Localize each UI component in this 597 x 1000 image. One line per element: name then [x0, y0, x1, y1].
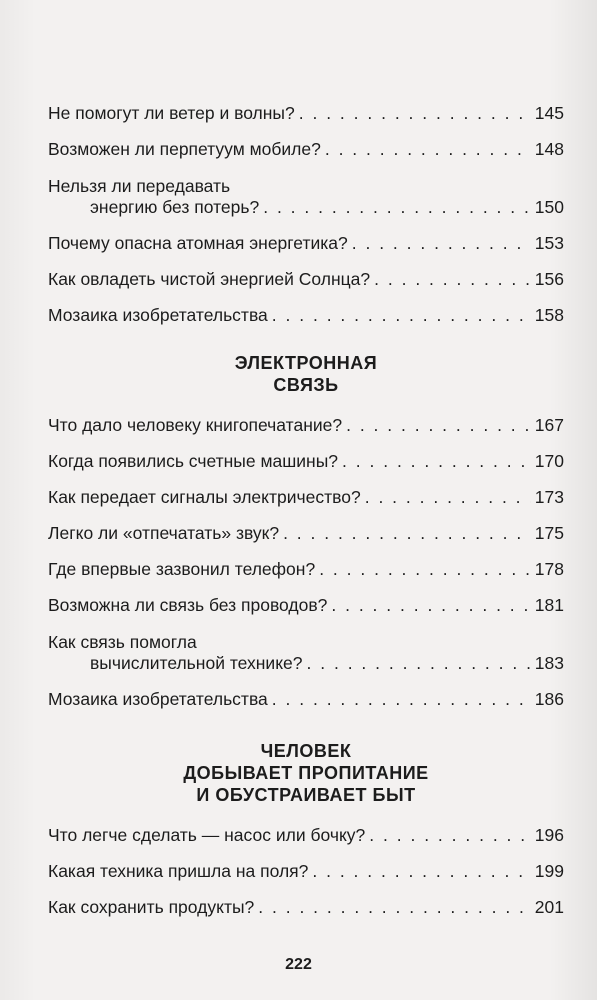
toc-entry-title: Как овладеть чистой энергией Солнца? [48, 269, 371, 289]
toc-entry-title: Как сохранить продукты? [48, 897, 255, 917]
toc-entry [48, 580, 564, 616]
toc-entry [48, 160, 564, 218]
toc-entry-page: 173 [534, 487, 564, 507]
toc-entry-title: Что легче сделать — насос или бочку? [48, 825, 366, 845]
dot-leader [258, 897, 531, 918]
section-heading-line1: ЭЛЕКТРОННАЯ [234, 353, 378, 373]
toc-entry [48, 810, 564, 846]
section-heading-line3: И ОБУСТРАИВАЕТ БЫТ [196, 785, 416, 805]
toc-entry-title-line1: Нельзя ли передавать [48, 176, 231, 196]
toc-entry [48, 846, 564, 882]
toc-entry-title: Не помогут ли ветер и волны? [48, 103, 295, 123]
toc-entry-page: 183 [534, 653, 564, 673]
toc-entry-title: Мозаика изобретательства [48, 305, 268, 325]
toc-entry-title: Где впервые зазвонил телефон? [48, 559, 316, 579]
toc-entry-page: 181 [534, 595, 564, 615]
toc-entry-page: 170 [534, 451, 564, 471]
toc-entry [48, 616, 564, 674]
dot-leader [307, 653, 531, 674]
toc-entry [48, 88, 564, 124]
toc-entry-page: 186 [534, 689, 564, 709]
toc-entry-page: 148 [534, 139, 564, 159]
dot-leader [272, 305, 531, 326]
toc-entry-title-line2: энергию без потерь? [90, 197, 260, 217]
dot-leader [331, 595, 530, 616]
toc-entry-page: 196 [534, 825, 564, 845]
section-heading [48, 740, 564, 806]
toc-entry-title: Почему опасна атомная энергетика? [48, 233, 348, 253]
dot-leader [374, 269, 531, 290]
dot-leader [283, 523, 531, 544]
toc-entry-page: 153 [534, 233, 564, 253]
toc-entry-page: 199 [534, 861, 564, 881]
toc-entry [48, 472, 564, 508]
toc-entry [48, 254, 564, 290]
dot-leader [272, 689, 531, 710]
toc-entry-title-line1: Как связь помогла [48, 632, 197, 652]
toc-entry-title-line2: вычислительной технике? [90, 653, 303, 673]
section-heading-line1: ЧЕЛОВЕК [260, 741, 352, 761]
section-heading-line2: СВЯЗЬ [273, 375, 339, 395]
toc-entry-page: 178 [534, 559, 564, 579]
toc-entry [48, 124, 564, 160]
toc-entry-page: 156 [534, 269, 564, 289]
toc-entry [48, 544, 564, 580]
dot-leader [352, 233, 531, 254]
dot-leader [342, 451, 531, 472]
toc-entry-title: Когда появились счетные машины? [48, 451, 339, 471]
toc-entry-title: Как передает сигналы электричество? [48, 487, 361, 507]
toc-entry [48, 436, 564, 472]
dot-leader [312, 861, 530, 882]
toc-entry-title: Возможна ли связь без проводов? [48, 595, 328, 615]
toc-entry [48, 218, 564, 254]
toc-entry-page: 167 [534, 415, 564, 435]
table-of-contents [48, 88, 564, 918]
dot-leader [299, 103, 531, 124]
toc-entry-title: Легко ли «отпечатать» звук? [48, 523, 280, 543]
toc-entry-page: 145 [534, 103, 564, 123]
dot-leader [319, 559, 531, 580]
toc-entry-page: 201 [534, 897, 564, 917]
toc-entry [48, 674, 564, 710]
toc-entry-page: 175 [534, 523, 564, 543]
toc-entry-page: 150 [534, 197, 564, 217]
toc-entry [48, 290, 564, 326]
toc-entry-title: Возможен ли перпетуум мобиле? [48, 139, 321, 159]
toc-entry-page: 158 [534, 305, 564, 325]
toc-entry-title: Мозаика изобретательства [48, 689, 268, 709]
toc-entry [48, 882, 564, 918]
toc-entry [48, 508, 564, 544]
section-heading-line2: ДОБЫВАЕТ ПРОПИТАНИЕ [183, 763, 429, 783]
toc-entry-title: Какая техника пришла на поля? [48, 861, 309, 881]
page-number: 222 [285, 956, 312, 973]
dot-leader [365, 487, 531, 508]
dot-leader [346, 415, 531, 436]
dot-leader [325, 139, 531, 160]
dot-leader [263, 197, 531, 218]
section-heading [48, 352, 564, 396]
toc-entry [48, 400, 564, 436]
toc-entry-title: Что дало человеку книгопечатание? [48, 415, 343, 435]
dot-leader [369, 825, 531, 846]
